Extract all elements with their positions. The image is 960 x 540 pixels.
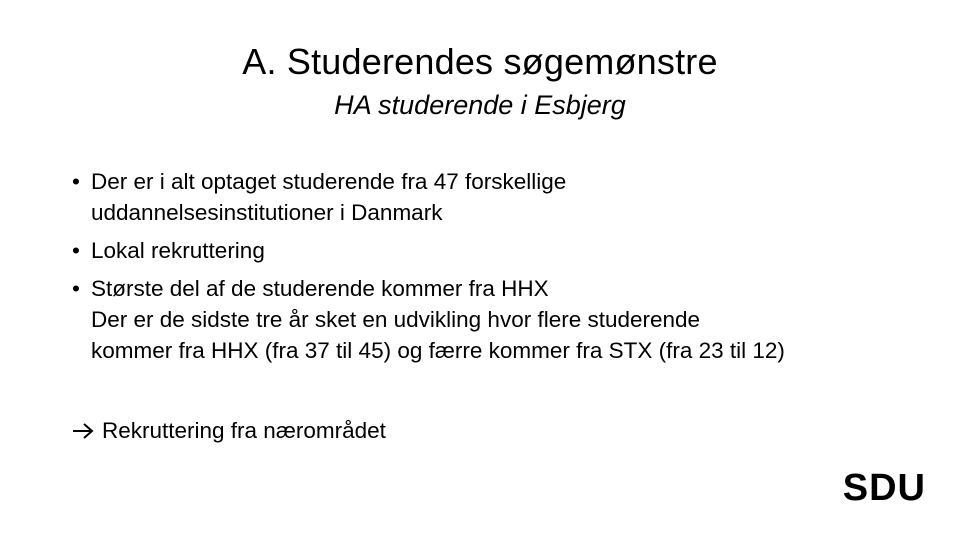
bullet-text-line: Største del af de studerende kommer fra HHX <box>91 276 549 301</box>
bullet-dot: • <box>72 169 80 194</box>
bullet-text-line: uddannelsesinstitutioner i Danmark <box>91 200 443 225</box>
sdu-logo: SDU <box>842 467 926 509</box>
bullet-dot: • <box>72 276 80 301</box>
slide-title: A. Studerendes søgemønstre <box>242 41 718 82</box>
bullet-text-line: kommer fra HHX (fra 37 til 45) og færre kommer fra STX (fra 23 til 12) <box>91 338 785 363</box>
slide-subtitle: HA studerende i Esbjerg <box>334 90 626 120</box>
conclusion-text: Rekruttering fra nærområdet <box>102 418 386 443</box>
bullet-text-line: Lokal rekruttering <box>91 238 265 263</box>
conclusion <box>72 415 386 446</box>
bullet-dot: • <box>72 238 80 263</box>
bullet-text-line: Der er i alt optaget studerende fra 47 forskellige <box>91 169 567 194</box>
arrow-right-icon <box>72 422 94 440</box>
bullet-item <box>72 166 912 228</box>
bullet-item <box>72 235 912 266</box>
bullet-item <box>72 273 912 366</box>
bullet-text-line: Der er de sidste tre år sket en udvikling hvor flere studerende <box>91 307 701 332</box>
bullet-list <box>72 166 912 373</box>
